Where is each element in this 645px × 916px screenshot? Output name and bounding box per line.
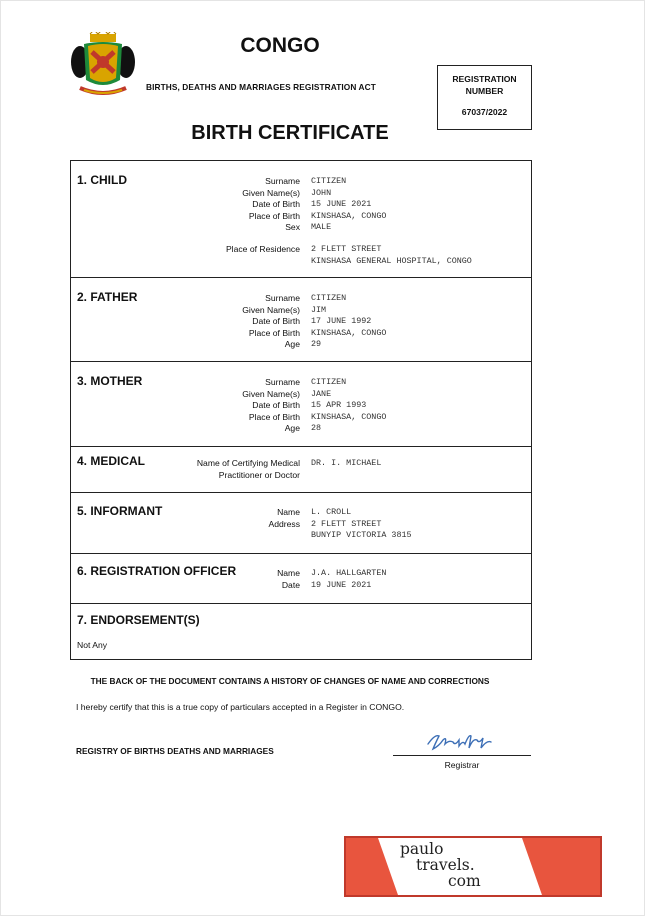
medical-practitioner: DR. I. MICHAEL bbox=[311, 458, 382, 468]
watermark-line3: com bbox=[448, 872, 481, 890]
mother-surname: CITIZEN bbox=[311, 377, 347, 387]
field-label: Age bbox=[284, 423, 300, 434]
informant-address-line1: 2 FLETT STREET bbox=[311, 518, 382, 529]
section-mother bbox=[71, 362, 531, 447]
child-date-of-birth: 15 JUNE 2021 bbox=[311, 199, 372, 210]
child-residence-line1: 2 FLETT STREET bbox=[311, 243, 382, 254]
section-father bbox=[71, 278, 531, 362]
registrar-signature bbox=[425, 730, 495, 757]
father-given-names: JIM bbox=[311, 304, 327, 315]
field-label: Place of Birth bbox=[248, 210, 300, 221]
child-place-of-birth: KINSHASA, CONGO bbox=[311, 210, 387, 221]
field-label: Age bbox=[284, 339, 300, 350]
father-place-of-birth: KINSHASA, CONGO bbox=[311, 327, 387, 338]
field-label: Address bbox=[268, 518, 300, 529]
section-child bbox=[71, 161, 531, 278]
field-label: Date of Birth bbox=[252, 316, 300, 327]
field-label: Surname bbox=[265, 377, 300, 387]
field-label: Place of Birth bbox=[248, 411, 300, 422]
mother-place-of-birth: KINSHASA, CONGO bbox=[311, 411, 387, 422]
section-heading: 6. REGISTRATION OFFICER bbox=[77, 564, 237, 578]
father-age: 29 bbox=[311, 339, 322, 350]
officer-name: J.A. HALLGARTEN bbox=[311, 568, 387, 578]
section-heading: 4. MEDICAL bbox=[77, 454, 146, 468]
registry-name: REGISTRY OF BIRTHS DEATHS AND MARRIAGES bbox=[76, 746, 274, 756]
section-heading: 5. INFORMANT bbox=[77, 504, 163, 518]
field-label: Date of Birth bbox=[252, 400, 300, 411]
certificate-table bbox=[70, 160, 532, 660]
child-surname: CITIZEN bbox=[311, 176, 347, 186]
section-heading: 1. CHILD bbox=[77, 173, 128, 187]
field-label: Name bbox=[277, 507, 300, 517]
officer-date: 19 JUNE 2021 bbox=[311, 579, 372, 590]
watermark-stamp bbox=[344, 836, 602, 897]
field-label: Given Name(s) bbox=[242, 388, 300, 399]
child-given-names: JOHN bbox=[311, 187, 332, 198]
father-date-of-birth: 17 JUNE 1992 bbox=[311, 316, 372, 327]
field-label: Given Name(s) bbox=[242, 304, 300, 315]
endorsement-text: Not Any bbox=[77, 640, 108, 650]
field-label: Sex bbox=[285, 222, 300, 233]
informant-address-line2: BUNYIP VICTORIA 3815 bbox=[311, 530, 412, 541]
back-of-document-note: THE BACK OF THE DOCUMENT CONTAINS A HISTORY OF CHANGES OF NAME AND CORRECTIONS bbox=[90, 676, 490, 686]
field-label: Practitioner or Doctor bbox=[218, 469, 300, 480]
watermark-line1: paulo bbox=[400, 840, 444, 858]
field-label: Surname bbox=[265, 293, 300, 303]
registrar-label: Registrar bbox=[444, 760, 480, 770]
section-heading: 2. FATHER bbox=[77, 290, 138, 304]
mother-given-names: JANE bbox=[311, 388, 332, 399]
signature-line bbox=[393, 755, 531, 756]
section-informant bbox=[71, 493, 531, 554]
section-medical bbox=[71, 447, 531, 493]
registration-number: 67037/2022 bbox=[461, 107, 508, 117]
child-sex: MALE bbox=[311, 222, 332, 233]
country-heading: CONGO bbox=[240, 34, 320, 57]
mother-age: 28 bbox=[311, 423, 322, 434]
reg-label-line1: REGISTRATION bbox=[452, 74, 517, 84]
field-label: Place of Birth bbox=[248, 327, 300, 338]
mother-date-of-birth: 15 APR 1993 bbox=[311, 400, 367, 411]
field-label: Place of Residence bbox=[225, 243, 300, 254]
document-title: BIRTH CERTIFICATE bbox=[191, 122, 389, 144]
field-label: Date of Birth bbox=[252, 199, 300, 210]
field-label: Given Name(s) bbox=[242, 187, 300, 198]
certification-statement: I hereby certify that this is a true copy of particulars accepted in a Register in CONGO. bbox=[76, 702, 405, 712]
informant-name: L. CROLL bbox=[311, 507, 352, 517]
field-label: Name of Certifying Medical bbox=[196, 458, 300, 468]
child-residence-line2: KINSHASA GENERAL HOSPITAL, CONGO bbox=[311, 255, 472, 266]
section-registration-officer bbox=[71, 554, 531, 604]
field-label: Surname bbox=[265, 176, 300, 186]
reg-label-line2: NUMBER bbox=[465, 86, 504, 96]
section-endorsements bbox=[71, 604, 531, 659]
section-heading: 7. ENDORSEMENT(S) bbox=[77, 613, 200, 627]
registration-number-box bbox=[437, 65, 532, 130]
field-label: Name bbox=[277, 568, 300, 578]
field-label: Date bbox=[281, 579, 300, 590]
father-surname: CITIZEN bbox=[311, 293, 347, 303]
watermark-line2: travels. bbox=[416, 856, 475, 874]
section-heading: 3. MOTHER bbox=[77, 374, 143, 388]
registration-act: BIRTHS, DEATHS AND MARRIAGES REGISTRATION ACT bbox=[146, 82, 376, 92]
